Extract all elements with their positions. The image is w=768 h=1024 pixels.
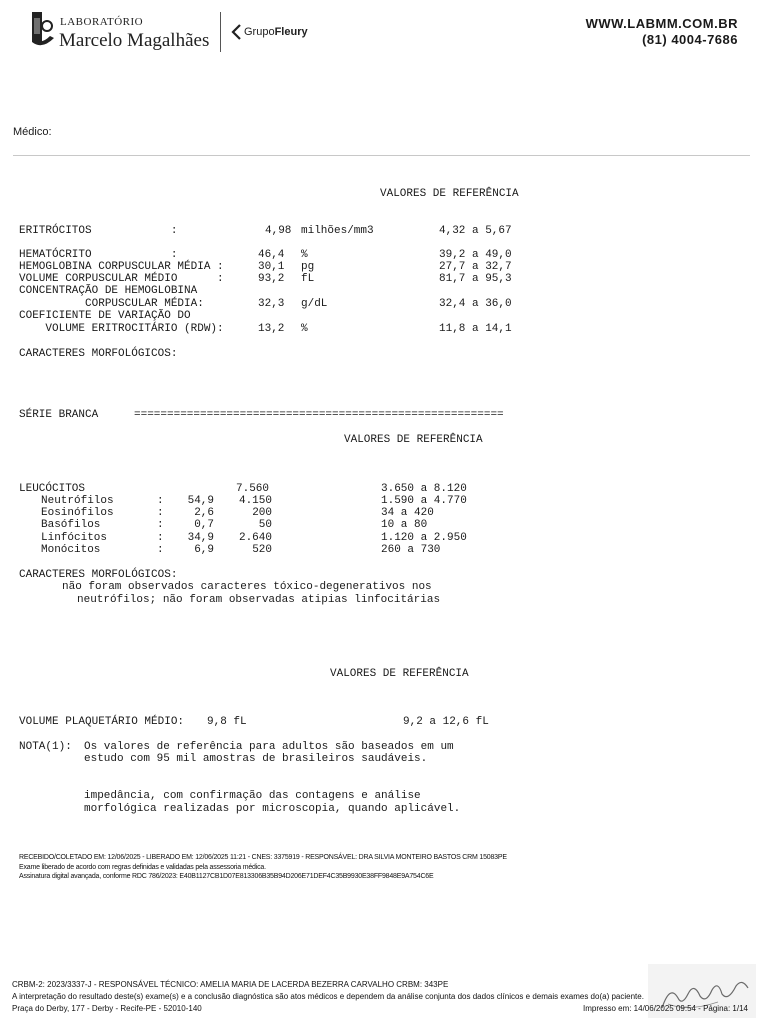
row-percent: 54,9 bbox=[187, 495, 214, 507]
row-value: 93,2 bbox=[258, 273, 285, 285]
row-label: Eosinófilos bbox=[41, 507, 114, 519]
row-value: 46,4 bbox=[258, 249, 285, 261]
lab-logo-name: Marcelo Magalhães bbox=[59, 30, 210, 51]
row-reference: 27,7 a 32,7 bbox=[439, 261, 512, 273]
note-text-line: estudo com 95 mil amostras de brasileiros saudáveis. bbox=[84, 753, 428, 765]
row-unit: fL bbox=[301, 273, 315, 285]
fleury-logo-text: GrupoFleury bbox=[244, 26, 308, 38]
row-label: CONCENTRAÇÃO DE HEMOGLOBINA bbox=[19, 285, 198, 297]
row-absolute: 4.150 bbox=[238, 495, 272, 507]
row-label: VOLUME ERITROCITÁRIO (RDW): bbox=[19, 323, 224, 335]
row-reference: 1.590 a 4.770 bbox=[381, 495, 467, 507]
mpv-reference: 9,2 a 12,6 fL bbox=[403, 716, 489, 728]
row-reference: 81,7 a 95,3 bbox=[439, 273, 512, 285]
row-percent: 34,9 bbox=[187, 532, 214, 544]
release-info-line: Exame liberado de acordo com regras definidas e validadas pela assessoria médica. bbox=[19, 864, 266, 871]
row-reference: 260 a 730 bbox=[381, 544, 441, 556]
row-label: ERITRÓCITOS : bbox=[19, 225, 178, 237]
morphology-label: CARACTERES MORFOLÓGICOS: bbox=[19, 569, 178, 581]
doctor-label: Médico: bbox=[13, 126, 52, 138]
row-colon: : bbox=[157, 532, 164, 544]
row-colon: : bbox=[157, 507, 164, 519]
row-absolute: 2.640 bbox=[238, 532, 272, 544]
print-info: Impresso em: 14/06/2025 09:54 - Página: 1/14 bbox=[583, 1004, 748, 1013]
digital-signature-line: Assinatura digital avançada, conforme RDC 786/2023: E40B1127CB1D07E813306B35B94D206E71DEF4C35B9930E38FF9848E9A754C6E bbox=[19, 873, 434, 880]
row-absolute: 50 bbox=[258, 519, 272, 531]
row-unit: % bbox=[301, 323, 308, 335]
row-reference: 1.120 a 2.950 bbox=[381, 532, 467, 544]
technical-responsible: CRBM-2: 2023/3337-J - RESPONSÁVEL TÉCNICO: AMELIA MARIA DE LACERDA BEZERRA CARVALHO CRBM: 343PE bbox=[12, 980, 449, 989]
row-reference: 39,2 a 49,0 bbox=[439, 249, 512, 261]
row-reference: 11,8 a 14,1 bbox=[439, 323, 512, 335]
reference-values-heading: VALORES DE REFERÊNCIA bbox=[380, 188, 519, 200]
note-label: NOTA(1): bbox=[19, 741, 72, 753]
row-label: Basófilos bbox=[41, 519, 101, 531]
morphology-text-line: neutrófilos; não foram observadas atipias linfocitárias bbox=[77, 594, 441, 606]
reference-values-heading: VALORES DE REFERÊNCIA bbox=[330, 668, 469, 680]
method-text-line: morfológica realizadas por microscopia, quando aplicável. bbox=[84, 803, 461, 815]
row-absolute: 200 bbox=[252, 507, 272, 519]
row-colon: : bbox=[157, 544, 164, 556]
row-label: HEMATÓCRITO : bbox=[19, 249, 178, 261]
row-reference: 4,32 a 5,67 bbox=[439, 225, 512, 237]
row-percent: 2,6 bbox=[194, 507, 214, 519]
row-reference: 10 a 80 bbox=[381, 519, 428, 531]
row-label: Monócitos bbox=[41, 544, 101, 556]
row-label: Linfócitos bbox=[41, 532, 108, 544]
header-divider bbox=[220, 12, 221, 52]
mpv-value: 9,8 fL bbox=[207, 716, 247, 728]
row-label: COEFICIENTE DE VARIAÇÃO DO bbox=[19, 310, 191, 322]
header-rule bbox=[13, 155, 750, 156]
white-series-title: SÉRIE BRANCA bbox=[19, 409, 99, 421]
row-colon: : bbox=[157, 519, 164, 531]
row-absolute: 520 bbox=[252, 544, 272, 556]
lab-logo-subtitle: LABORATÓRIO bbox=[60, 16, 144, 28]
row-colon: : bbox=[157, 495, 164, 507]
row-value: 4,98 bbox=[265, 225, 292, 237]
row-reference: 32,4 a 36,0 bbox=[439, 298, 512, 310]
phone-number: (81) 4004-7686 bbox=[642, 32, 738, 47]
reference-values-heading: VALORES DE REFERÊNCIA bbox=[344, 434, 483, 446]
morphology-text-line: não foram observados caracteres tóxico-degenerativos nos bbox=[62, 581, 432, 593]
row-unit: % bbox=[301, 249, 308, 261]
row-label: Neutrófilos bbox=[41, 495, 114, 507]
row-unit: g/dL bbox=[301, 298, 328, 310]
mpv-label: VOLUME PLAQUETÁRIO MÉDIO: bbox=[19, 716, 185, 728]
row-label: CORPUSCULAR MÉDIA: bbox=[19, 298, 204, 310]
method-text-line: impedância, com confirmação das contagens e análise bbox=[84, 790, 421, 802]
lab-logo-icon bbox=[30, 12, 56, 50]
disclaimer-text: A interpretação do resultado deste(s) exame(s) e a conclusão diagnóstica são atos médicos e dependem da análise conjunta dos dados clínicos e demais exames do(a) paciente. bbox=[12, 992, 644, 1001]
release-info-line: RECEBIDO/COLETADO EM: 12/06/2025 - LIBERADO EM: 12/06/2025 11:21 - CNES: 3375919 - RESPONSÁVEL: DRA SILVIA MONTEIRO BASTOS CRM 15083PE bbox=[19, 854, 507, 861]
row-label: VOLUME CORPUSCULAR MÉDIO : bbox=[19, 273, 224, 285]
row-percent: 6,9 bbox=[194, 544, 214, 556]
fleury-logo-icon bbox=[230, 24, 242, 40]
row-unit: milhões/mm3 bbox=[301, 225, 374, 237]
white-series-divider: ======================================================== bbox=[134, 409, 504, 421]
row-value: 30,1 bbox=[258, 261, 285, 273]
morphology-label: CARACTERES MORFOLÓGICOS: bbox=[19, 348, 178, 360]
lab-address: Praça do Derby, 177 - Derby - Recife-PE - 52010-140 bbox=[12, 1004, 202, 1013]
website-link[interactable]: WWW.LABMM.COM.BR bbox=[585, 16, 738, 31]
leukocytes-reference: 3.650 a 8.120 bbox=[381, 483, 467, 495]
row-percent: 0,7 bbox=[194, 519, 214, 531]
row-unit: pg bbox=[301, 261, 315, 273]
row-reference: 34 a 420 bbox=[381, 507, 434, 519]
row-value: 13,2 bbox=[258, 323, 285, 335]
row-value: 32,3 bbox=[258, 298, 285, 310]
note-text-line: Os valores de referência para adultos são baseados em um bbox=[84, 741, 454, 753]
leukocytes-value: 7.560 bbox=[236, 483, 270, 495]
leukocytes-label: LEUCÓCITOS bbox=[19, 483, 86, 495]
row-label: HEMOGLOBINA CORPUSCULAR MÉDIA : bbox=[19, 261, 224, 273]
